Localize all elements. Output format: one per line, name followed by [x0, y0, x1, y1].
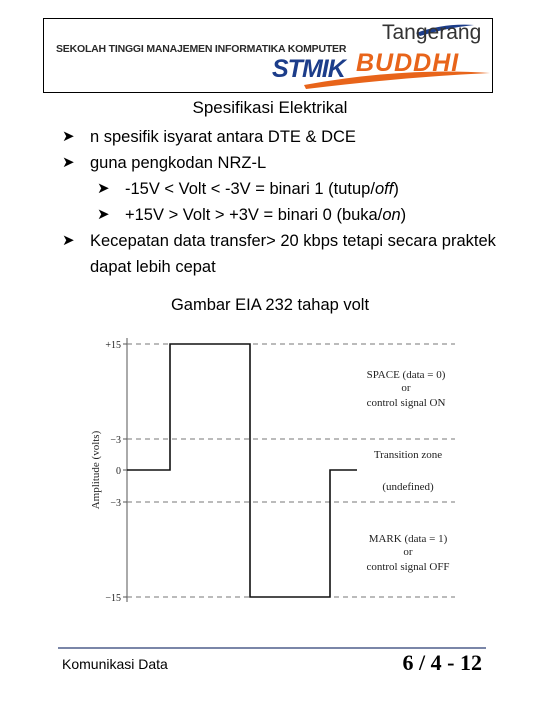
- figure-caption: Gambar EIA 232 tahap volt: [170, 296, 370, 314]
- logo-buddhi: BUDDHI: [356, 49, 460, 77]
- mark-signal-label: control signal OFF: [366, 561, 450, 573]
- sub-bullet-item: [97, 202, 502, 228]
- sub-bullet-item: [97, 176, 502, 202]
- space-or-label: or: [401, 382, 411, 394]
- mark-label: MARK (data = 1): [368, 533, 448, 545]
- mark-or-label: or: [403, 546, 413, 558]
- arrow-bullet-icon: ➤: [62, 154, 75, 171]
- arrow-bullet-icon: ➤: [62, 128, 75, 145]
- bullet-emphasis: off: [374, 180, 394, 198]
- header-banner: [43, 18, 493, 93]
- city-name: Tangerang: [382, 21, 482, 44]
- tick-label: 0: [116, 466, 121, 477]
- arrow-bullet-icon: ➤: [97, 180, 110, 197]
- footer-divider: [58, 647, 486, 649]
- logo-stmik: STMIK: [272, 55, 345, 83]
- eia232-voltage-figure: [85, 330, 465, 610]
- space-label: SPACE (data = 0): [366, 369, 446, 381]
- bullet-list: [62, 124, 502, 280]
- bullet-item: [62, 124, 502, 150]
- arrow-bullet-icon: ➤: [62, 232, 75, 249]
- bullet-item: [62, 150, 502, 176]
- bullet-emphasis: on: [382, 206, 401, 224]
- arrow-bullet-icon: ➤: [97, 206, 110, 223]
- bullet-item: [62, 228, 502, 280]
- space-signal-label: control signal ON: [366, 397, 446, 409]
- transition-zone-label: Transition zone: [373, 449, 443, 461]
- tick-label: −3: [110, 435, 121, 446]
- nrz-l-waveform: [127, 344, 357, 597]
- bullet-text: guna pengkodan NRZ-L: [90, 154, 267, 172]
- bullet-text-end: ): [400, 206, 407, 224]
- bullet-text: Kecepatan data transfer> 20 kbps tetapi secara praktek dapat lebih cepat: [90, 232, 496, 276]
- slide-title: Spesifikasi Elektrikal: [192, 98, 348, 117]
- bullet-text-end: ): [393, 180, 399, 198]
- y-axis-label: Amplitude (volts): [90, 430, 102, 510]
- school-name: SEKOLAH TINGGI MANAJEMEN INFORMATIKA KOMPUTER: [56, 43, 347, 55]
- tick-label: −3: [110, 498, 121, 509]
- page-number: 6 / 4 - 12: [402, 650, 482, 675]
- course-name: Komunikasi Data: [62, 656, 168, 672]
- bullet-text: n spesifik isyarat antara DTE & DCE: [90, 128, 356, 146]
- bullet-text: +15V > Volt > +3V = binari 0 (buka/: [125, 206, 383, 224]
- tick-label: −15: [105, 593, 121, 604]
- undefined-label: (undefined): [382, 481, 434, 493]
- tick-label: +15: [105, 340, 121, 351]
- bullet-text: -15V < Volt < -3V = binari 1 (tutup/: [125, 180, 375, 198]
